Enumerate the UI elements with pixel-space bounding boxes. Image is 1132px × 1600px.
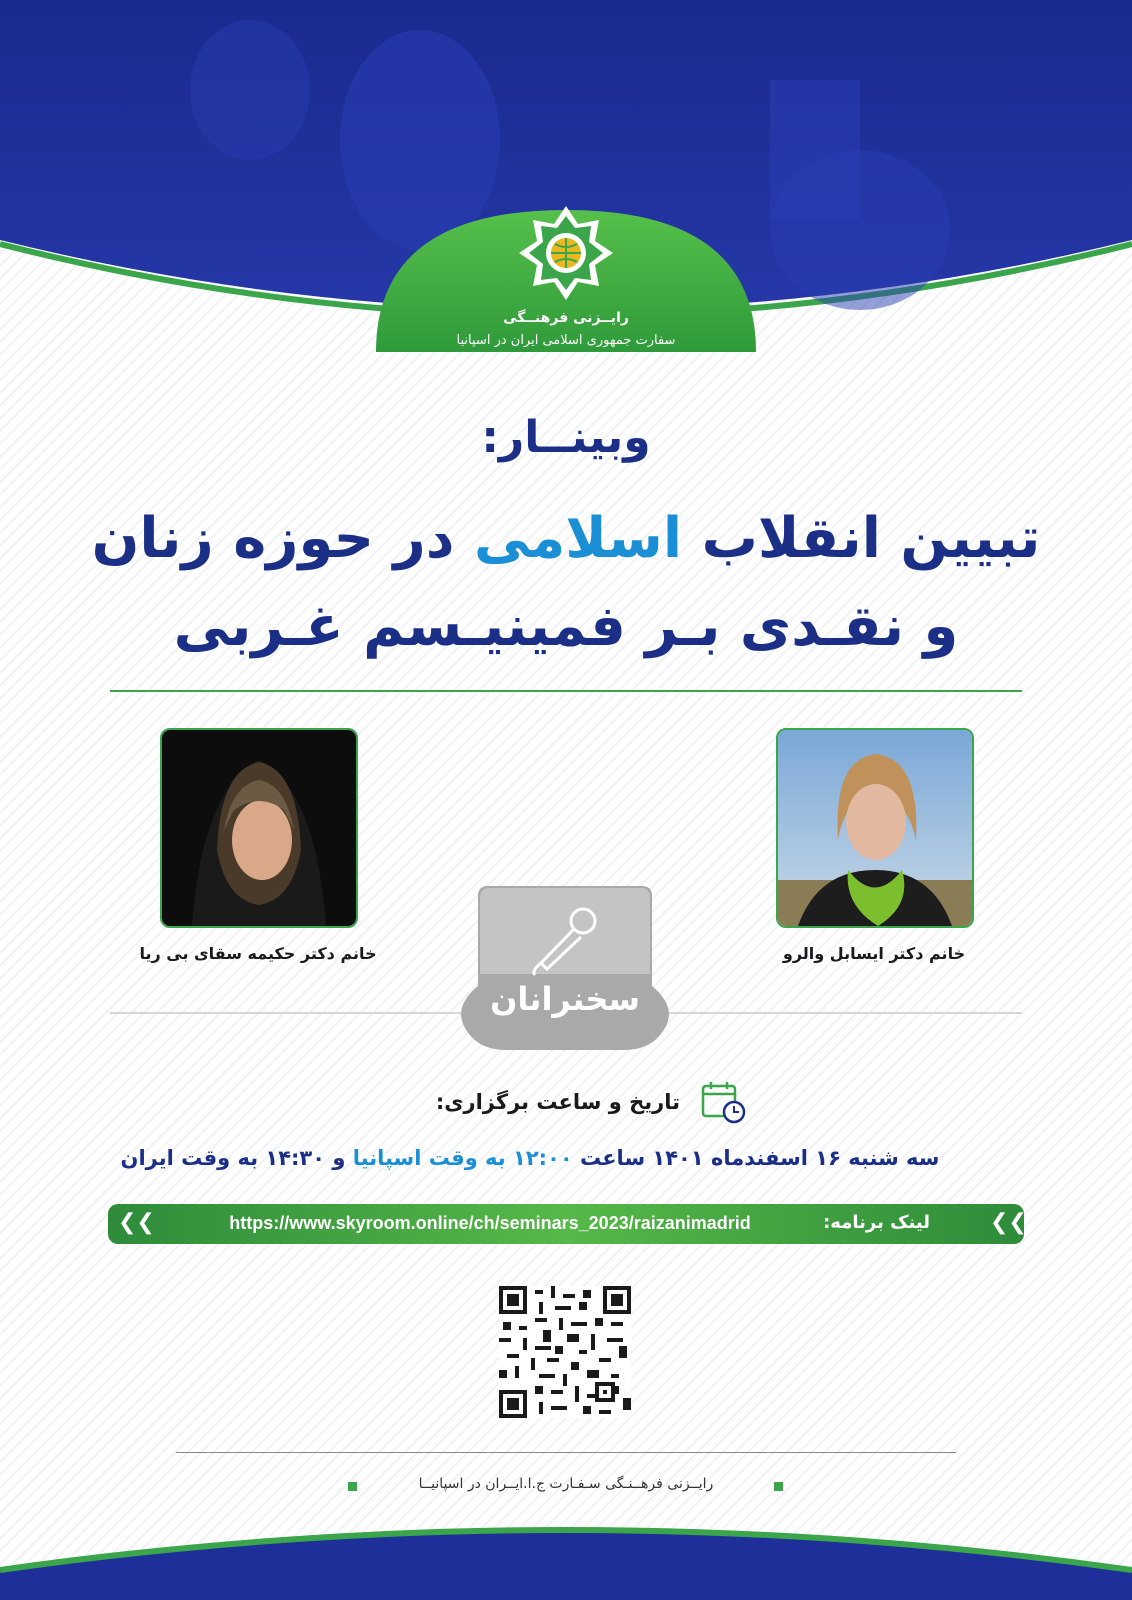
date-part-2: ۱۲:۰۰ به وقت اسپانیا <box>352 1146 573 1170</box>
title-part-b: اسلامی <box>473 506 683 571</box>
speaker-photo-right <box>776 728 974 928</box>
logo-subtitle: سفارت جمهوری اسلامی ایران در اسپانیا <box>456 333 676 348</box>
program-link-url[interactable]: https://www.skyroom.online/ch/seminars_2023/raizanimadrid <box>229 1213 751 1233</box>
speakers-label: سخنرانان <box>490 980 640 1018</box>
kicker-webinar: وبینــار: <box>481 412 651 463</box>
title-part-c: در حوزه زنان <box>91 506 455 571</box>
speaker-photo-left <box>160 728 358 928</box>
logo-emblem-icon <box>517 204 615 302</box>
calendar-icon <box>700 1080 746 1124</box>
date-time <box>100 1146 960 1170</box>
footer-square-icon <box>348 1482 357 1491</box>
speaker-name-right: خانم دکتر ایسابل والرو <box>782 944 966 963</box>
title-line-1 <box>60 505 1072 572</box>
footer-background <box>0 1500 1132 1600</box>
double-chevron-icon: ❮❮ <box>990 1210 1027 1235</box>
program-link-label: لینک برنامه: <box>823 1212 930 1233</box>
logo-title: رایــزنی فرهنــگی <box>503 310 629 326</box>
date-part-3: و ۱۴:۳۰ به وقت ایران <box>120 1146 353 1170</box>
microphone-icon <box>527 905 607 977</box>
double-chevron-icon: ❮❮ <box>118 1210 155 1235</box>
divider <box>110 690 1022 692</box>
title-line-2: و نقـدی بـر فمینیـسم غـربی <box>173 594 959 659</box>
speaker-name-left: خانم دکتر حکیمه سقای بی ریا <box>139 944 377 963</box>
qr-code[interactable] <box>499 1286 631 1418</box>
footer-square-icon <box>774 1482 783 1491</box>
title-part-a: تبیین انقلاب <box>701 506 1041 571</box>
date-part-1: سه شنبه ۱۶ اسفندماه ۱۴۰۱ ساعت <box>572 1146 940 1170</box>
date-label: تاریخ و ساعت برگزاری: <box>435 1090 680 1114</box>
footer-divider <box>176 1452 956 1453</box>
footer-text: رایــزنی فرهــنـگی سـفـارت ج.ا.ایــران در اسپانیــا <box>418 1476 714 1492</box>
